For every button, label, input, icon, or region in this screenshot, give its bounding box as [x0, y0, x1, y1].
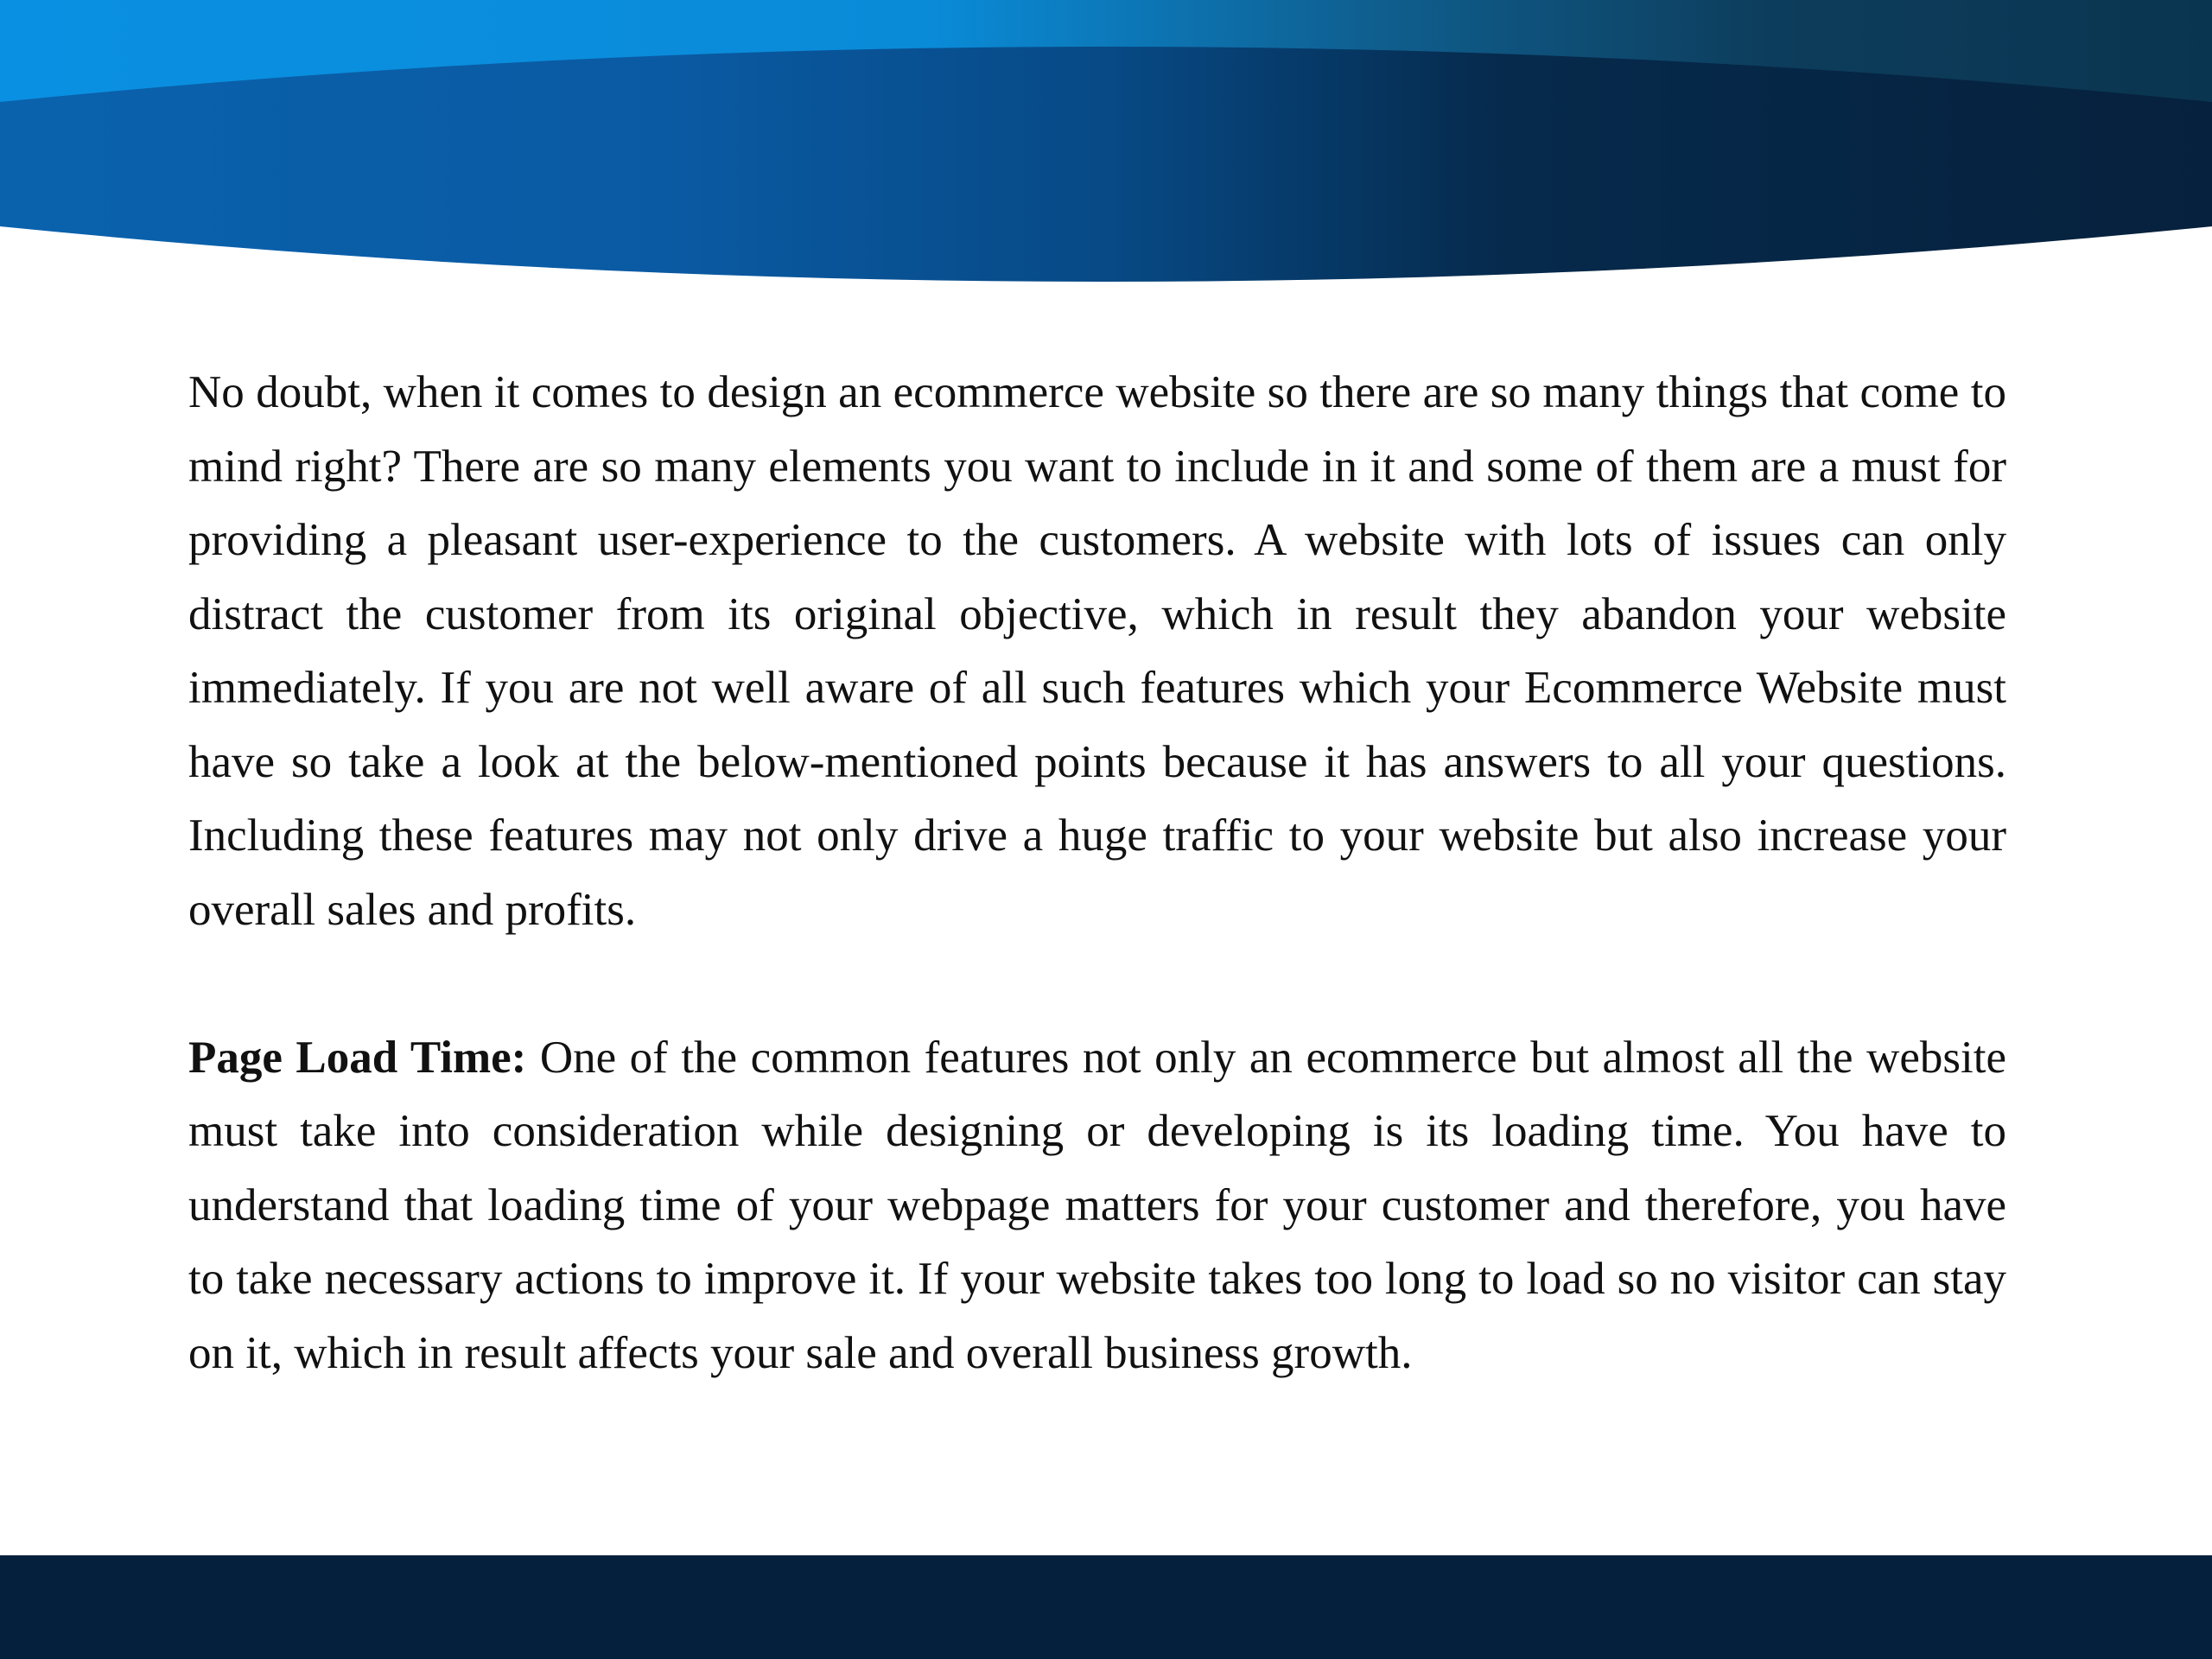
page-load-time-paragraph — [188, 1021, 2006, 1391]
page-load-time-body: One of the common features not only an ecommerce but almost all the website must take into consideration while designing or developing is its loading time. You have to understand that loading time of your webpage matters for your customer and therefore, you have to take necessary actions to improve it. If your website takes too long to load so no visitor can stay on it, which in result affects your sale and overall business growth. — [188, 1032, 2006, 1378]
page-load-time-heading: Page Load Time: — [188, 1032, 527, 1083]
body-text — [188, 356, 2006, 1390]
header-arc — [0, 47, 2212, 282]
intro-paragraph: No doubt, when it comes to design an ecommerce website so there are so many things that come to mind right? There are so many elements you want to include in it and some of them are a must for providing a pleasant user-experience to the customers. A website with lots of issues can only distract the customer from its original objective, which in result they abandon your website immediately. If you are not well aware of all such features which your Ecommerce Website must have so take a look at the below-mentioned points because it has answers to all your questions. Including these features may not only drive a huge traffic to your website but also increase your overall sales and profits. — [188, 367, 2006, 935]
footer-bar — [0, 1555, 2212, 1659]
header-banner — [0, 0, 2212, 285]
